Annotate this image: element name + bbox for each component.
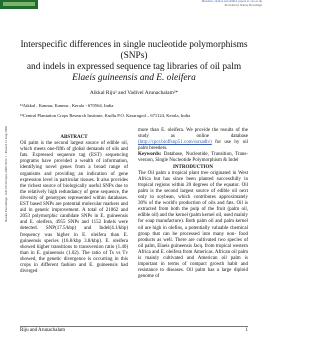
footer-rule xyxy=(20,326,248,327)
intro-heading: INTRODUCTION xyxy=(172,164,213,170)
author-list: Aikkal Riju¹ and Vadivel Arunachalam²* xyxy=(89,90,179,96)
preprint-stamp: Nature Precedings : hdl:10101/npre.2009.3552.1 : Posted 12 Aug 2009 xyxy=(4,125,8,223)
abstract-column xyxy=(20,135,128,275)
core-link[interactable]: Metadata, citation and similar papers at core.ac.uk xyxy=(201,0,262,3)
keywords: Database, Nucleotide, Transition, Trans- version, Single Nucleotide Polymorphism & Indel xyxy=(138,152,248,164)
database-link[interactable]: (http://cpcr.bioffsnp51.com/ssrsadb/) xyxy=(138,140,212,146)
keywords-label: Keywords: xyxy=(138,152,162,158)
page-number: 1 xyxy=(245,328,248,333)
core-logo xyxy=(0,0,38,9)
abstract-continued: more than E. oleifera. We provide the results of the study as online database xyxy=(138,128,248,140)
abstract-heading: ABSTRACT xyxy=(60,135,88,140)
right-column: more than E. oleifera. We provide the results of the study as online database (http://cpcr.bioffsnp51.com/ssrsadb/) for use by oil palm breeders. Keywords: Database, Nucleotide, Transition, Trans- version, Single Nucleotide Polymorphism & Indel INTRODUCTION The Oil palm a tropical plant tree originated in West Africa but has since been planted successfully in tropical regions within 20 degrees of the equator. Oil palm is the second largest source of edible oil next only to soybean, which contributes approximately 30% of the world's production of oils and fats. Oil is extracted from both the pulp of the fruit (palm oil, edible oil) and the kernel (palm kernel oil, used mainly for soap manufacture). Both palm oil and palm kernel oil are high in olefins, a potentially valuable chemical group that can be processed into many non- food products as well. There are cultivated two species of oil palm, Elaeis guineensis Jacq. from tropical western Africa and E. oleifera from Americas. African oil palm is mainly cultivated and American oil palm is important in terms of compact growth habit and resistance to diseases. Oil palm has a large diploid genome of xyxy=(138,128,248,280)
affiliation-2: ¹²Central Plantation Crops Research Institute, Kudlu P.O. Kasaragod – 671124, Kerala, India xyxy=(20,113,191,118)
source-header xyxy=(0,0,264,9)
abstract-body: Oil palm is the second largest source of edible oil, which meets one-fifth of global demands of oils and fats. Expressed sequence tag (EST) sequencing programs have provided a wealth of information, identifying novel genes from a broad range of organisms and providing an indication of gene expression level in particular tissues. It also provides the richest source of biologically useful SNPs due to the relatively high redundancy of gene sequence, the diversity of genotypes represented within databases. EST based SNPs are potential molecular markers and aid in genetic improvement. A total of 21062 and 2053 polymorphic candidate SNPs in E. guineensis and E. oleifera, 4955 SNPs and 1152 Indels were detected. SNP(17.5/kbp) and Indel(4.1/kbp) frequency was higher in E. oleifera than E. guineensis species (16.8/kbp 3.8/kbp). E. oleifera showed higher transitions to transversion ratio (1.40) than in E. guineensis (1.02). The ratio of Ts vs Tv showed, the genetic divergence is occurring in this crops in different fashion and E. guineensis had diverged xyxy=(20,141,128,275)
provider-label: Provided by Nature Precedings xyxy=(224,3,262,7)
running-head: Riju and Arunachalam xyxy=(20,328,65,333)
paper-title: Interspecific differences in single nucleotide polymorphisms (SNPs) and indels in expressed sequence tag libraries of oil palm Elaeis guineensis and E. oleifera xyxy=(20,40,248,83)
affiliation-1: ¹²Aikkal , Kannur, Kannur , Kerala - 670564, India xyxy=(20,103,114,108)
intro-body: The Oil palm a tropical plant tree originated in West Africa but has since been planted successfully in tropical regions within 20 degrees of the equator. Oil palm is the second largest source of edible oil next only to soybean, which contributes approximately 30% of the world's production of oils and fats. Oil is extracted from both the pulp of the fruit (palm oil, edible oil) and the kernel (palm kernel oil, used mainly for soap manufacture). Both palm oil and palm kernel oil are high in olefins, a potentially valuable chemical group that can be processed into many non- food products as well. There are cultivated two species of oil palm, Elaeis guineensis Jacq. from tropical western Africa and E. oleifera from Americas. African oil palm is mainly cultivated and American oil palm is important in terms of compact growth habit and resistance to diseases. Oil palm has a large diploid genome of xyxy=(138,170,248,280)
